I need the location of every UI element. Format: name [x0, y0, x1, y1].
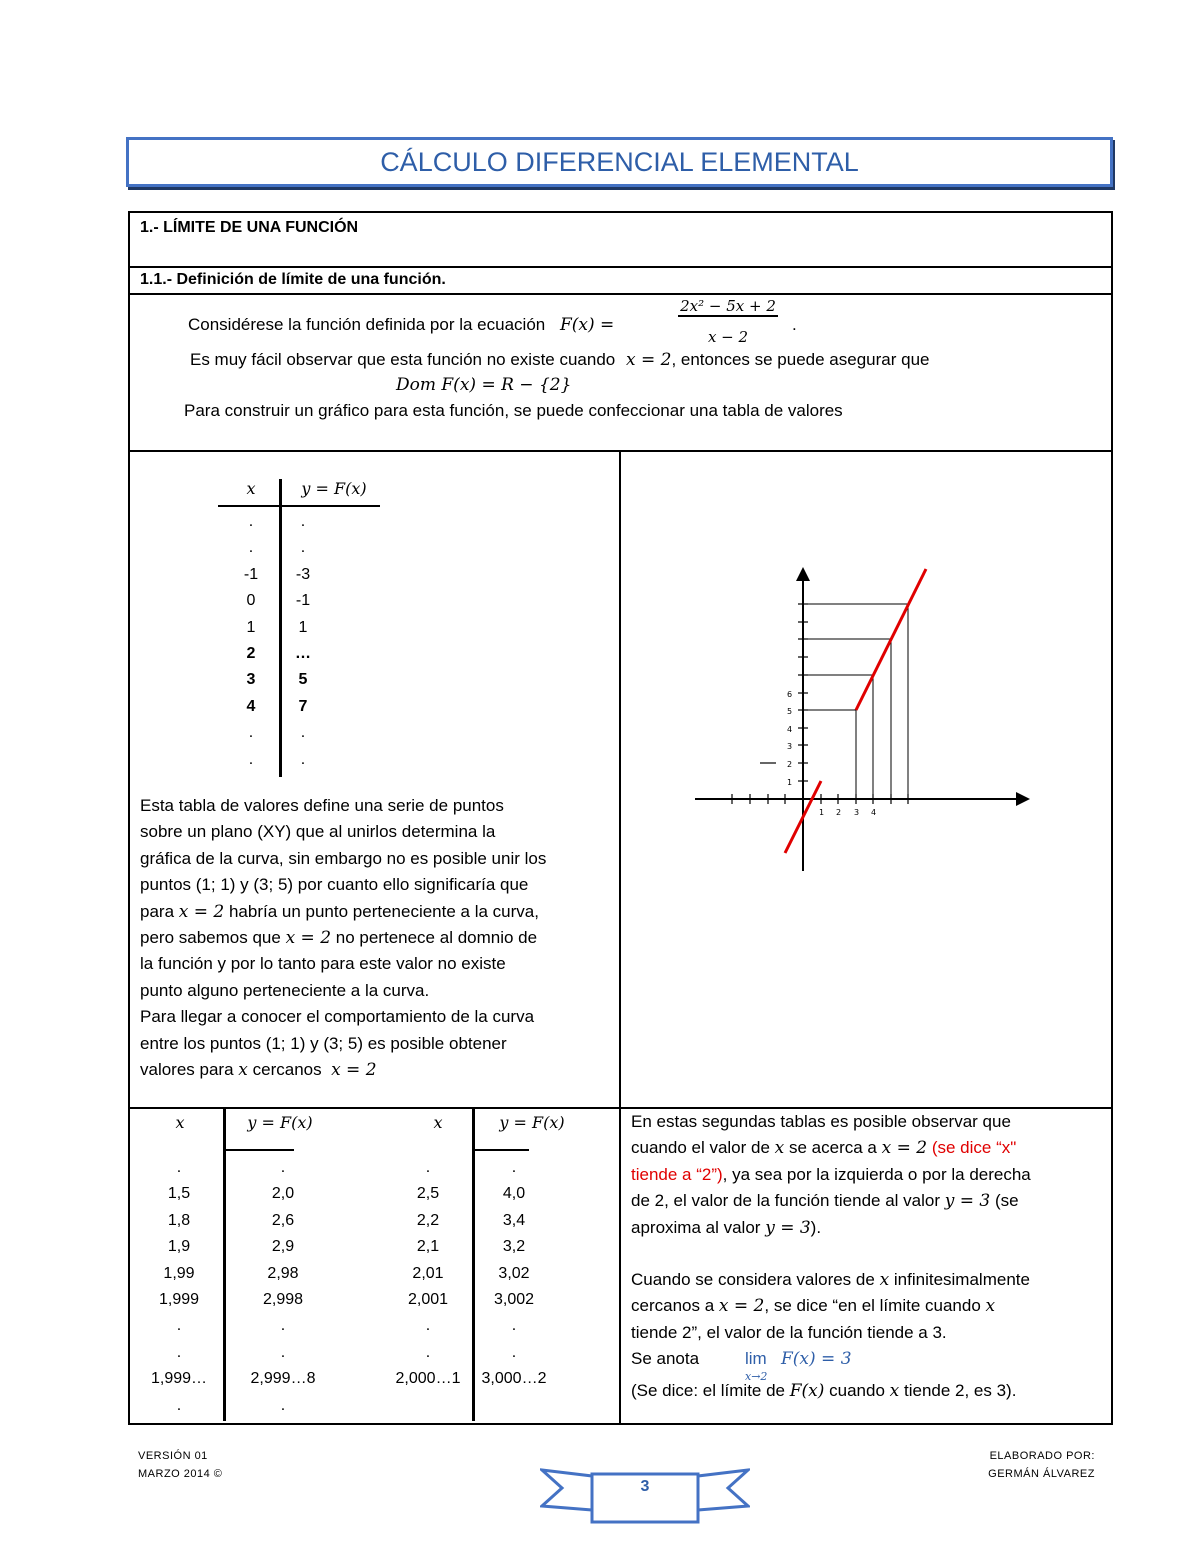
p2-math: x: [774, 1138, 785, 1159]
y-arrow: [796, 567, 810, 581]
table-cell-x: 1,99: [163, 1264, 195, 1282]
table-cell-x: 2: [246, 645, 256, 662]
intro-line-2: [190, 350, 929, 370]
p2-line: [631, 1188, 1106, 1214]
section-row-1: [130, 213, 1111, 268]
table-cell-y: .: [280, 1343, 286, 1361]
footer-by: ELABORADO POR:: [989, 1450, 1095, 1462]
x-tick-label: 4: [871, 808, 877, 817]
table-cell-y: 3,2: [502, 1238, 526, 1256]
table-cell-y: .: [280, 1396, 286, 1414]
table-cell-y: 1: [298, 618, 308, 636]
t2l-header-x: x: [175, 1113, 185, 1132]
p1-math: x: [238, 1060, 248, 1081]
table-1: [218, 479, 388, 779]
table-cell-x: -1: [243, 565, 259, 583]
p1-math: x = 2: [331, 1060, 377, 1081]
table-cell-y: 7: [298, 697, 308, 715]
x-arrow: [1016, 792, 1030, 806]
table-cell-x: 1,8: [167, 1211, 191, 1229]
table-cell-y: 2,0: [271, 1185, 295, 1203]
table-cell-y: .: [511, 1159, 517, 1176]
limit-label: lim: [745, 1349, 767, 1369]
table-cell-x: .: [425, 1343, 431, 1361]
table-cell-y: 3,4: [502, 1211, 526, 1229]
p2-text: , se dice “en el límite cuando: [764, 1296, 981, 1316]
footer-author: GERMÁN ÁLVAREZ: [988, 1468, 1095, 1480]
y-tick-label: 5: [787, 707, 793, 716]
table-cell-x: 2,000…1: [395, 1370, 461, 1388]
table-cell-x: 2,5: [416, 1185, 440, 1203]
p1-line: Esta tabla de valores define una serie de puntos: [140, 796, 504, 815]
y-tick-label: 6: [787, 690, 793, 699]
section-heading-1: 1.- LÍMITE DE UNA FUNCIÓN: [140, 219, 359, 236]
paragraph-2: [631, 1109, 1106, 1405]
x-tick-label: 3: [854, 808, 860, 817]
section-row-11: [130, 268, 1111, 295]
p2-text: de 2, el valor de la función tiende al valor: [631, 1191, 941, 1211]
domain-expression: Dom F(x) = R − {2}: [396, 375, 572, 395]
footer-left: [138, 1447, 222, 1483]
p2-line: [631, 1293, 1106, 1319]
p2-text: aproxima al valor: [631, 1217, 761, 1237]
p2-line: [631, 1135, 1106, 1161]
p2-line: [631, 1267, 1106, 1293]
t1-hline: [218, 505, 380, 507]
p1-text: cercanos: [252, 1060, 322, 1080]
table-cell-y: .: [280, 1317, 286, 1335]
table-cell-x: 1,999…: [150, 1370, 208, 1388]
fraction-numerator: 2x² − 5x + 2: [678, 297, 778, 317]
footer-version: VERSIÓN 01: [138, 1450, 208, 1462]
table-cell-y: -1: [295, 592, 311, 610]
p2-line: [631, 1162, 1106, 1188]
table-cell-y: .: [280, 1159, 286, 1176]
table-cell-y: 3,02: [498, 1264, 530, 1282]
p2-text: (Se dice: el límite de: [631, 1381, 786, 1401]
function-graph: [670, 553, 1050, 883]
p2-math: y = 3: [765, 1217, 811, 1238]
p1-text: habría un punto perteneciente a la curva,: [228, 901, 539, 921]
table-cell-y: 2,9: [271, 1238, 295, 1256]
t1-header-y: y = F(x): [301, 479, 367, 498]
content-frame: [128, 211, 1113, 1425]
t2r-header-x: x: [433, 1113, 443, 1132]
table-cell-y: …: [295, 645, 311, 662]
p2-text: infinitesimalmente: [893, 1270, 1030, 1290]
table-2-right: [370, 1109, 610, 1423]
table-cell-x: 1,999: [158, 1291, 200, 1308]
table-2-left: [130, 1109, 370, 1423]
p2-math: x: [889, 1381, 900, 1402]
p2-math: x = 2: [881, 1138, 928, 1159]
p2-text: , ya sea por la izquierda o por la derecha: [722, 1164, 1031, 1184]
p1-line: [140, 925, 610, 951]
table-cell-y: -3: [295, 565, 311, 583]
intro-line2-b: , entonces se puede asegurar que: [671, 350, 930, 369]
table-cell-y: .: [300, 724, 306, 742]
table-cell-y: 2,6: [271, 1211, 295, 1229]
table-cell-y: 2,98: [267, 1264, 299, 1282]
p1-line: [140, 899, 610, 925]
p2-text: tiende 2, es 3).: [903, 1381, 1017, 1401]
p2-math: F(x): [789, 1381, 825, 1402]
intro-line-4: Para construir un gráfico para esta función, se puede confeccionar una tabla de valores: [184, 401, 843, 420]
p2-line: [631, 1378, 1106, 1404]
middle-col-divider: [619, 452, 621, 1107]
p1-math: x = 2: [178, 901, 225, 922]
t2r-hline: [475, 1149, 529, 1151]
footer-right: [985, 1447, 1095, 1483]
p1-line: punto alguno perteneciente a la curva.: [140, 980, 430, 1000]
table-cell-x: 2,01: [412, 1264, 444, 1282]
p2-text: (se: [994, 1191, 1019, 1211]
y-tick-label: 1: [787, 778, 793, 787]
table-cell-x: 3: [246, 671, 256, 689]
limit-subscript: x→2: [745, 1370, 768, 1384]
table-cell-y: .: [300, 513, 306, 530]
p2-text: cuando el valor de: [631, 1138, 770, 1158]
table-cell-y: .: [300, 539, 306, 557]
bottom-col-divider: [619, 1109, 621, 1423]
p1-line: entre los puntos (1; 1) y (3; 5) es posible obtener: [140, 1033, 507, 1053]
intro-line2-math: x = 2: [625, 350, 672, 370]
table-cell-x: 2,1: [416, 1238, 440, 1256]
table-cell-x: 2,2: [416, 1211, 440, 1229]
p2-text: Se anota: [631, 1349, 700, 1369]
intro-line-1: [188, 315, 614, 335]
page-number: 3: [640, 1478, 650, 1495]
p1-line: sobre un plano (XY) que al unirlos determina la: [140, 822, 496, 842]
p2-text: cuando: [829, 1381, 885, 1401]
p2-red-text: tiende a “2”): [631, 1164, 723, 1184]
table-cell-x: .: [176, 1396, 182, 1414]
section-heading-11: 1.1.- Definición de límite de una función.: [140, 271, 446, 288]
p2-math: x = 2: [718, 1296, 765, 1317]
intro-fx: F(x) =: [559, 315, 615, 335]
p2-text: ).: [810, 1217, 822, 1237]
p2-math: x: [985, 1296, 996, 1317]
table-cell-y: .: [511, 1343, 517, 1361]
p1-text: valores para: [140, 1060, 234, 1080]
t1-header-x: x: [246, 479, 256, 498]
p2-line: En estas segundas tablas es posible observar que: [631, 1112, 1011, 1131]
limit-expression: F(x) = 3: [781, 1349, 852, 1370]
page-number-ribbon: [540, 1466, 750, 1530]
p1-line: Para llegar a conocer el comportamiento de la curva: [140, 1007, 535, 1027]
table-cell-x: 1,9: [167, 1238, 191, 1256]
table-cell-y: 2,998: [262, 1291, 304, 1308]
table-cell-x: .: [425, 1317, 431, 1335]
p1-line: la función y por lo tanto para este valor no existe: [140, 954, 506, 974]
p2-text: se acerca a: [789, 1138, 877, 1158]
p1-line: gráfica de la curva, sin embargo no es posible unir los: [140, 848, 547, 868]
p2-text: cercanos a: [631, 1296, 715, 1316]
p2-math: y = 3: [944, 1191, 991, 1212]
table-cell-x: .: [248, 750, 254, 768]
table-cell-y: 3,000…2: [481, 1370, 547, 1388]
table-cell-x: 1: [246, 618, 256, 636]
table-cell-y: 2,999…8: [250, 1370, 316, 1388]
intro-row: [130, 295, 1111, 452]
table-cell-y: .: [300, 750, 306, 768]
p1-line: [140, 1057, 610, 1083]
table-cell-y: 3,002: [493, 1291, 535, 1308]
p1-math: x = 2: [285, 928, 332, 949]
p2-line: tiende 2”, el valor de la función tiende a 3.: [631, 1322, 947, 1342]
table-cell-x: .: [176, 1159, 182, 1176]
footer-date: MARZO 2014 ©: [138, 1468, 223, 1480]
p1-text: no pertenece al domnio de: [335, 928, 538, 948]
intro-text: Considérese la función definida por la ecuación: [188, 315, 546, 334]
table-cell-x: .: [248, 513, 254, 530]
page-title: CÁLCULO DIFERENCIAL ELEMENTAL: [380, 147, 859, 177]
table-cell-x: .: [176, 1317, 182, 1335]
table-cell-x: .: [176, 1343, 182, 1361]
table-cell-x: .: [425, 1159, 431, 1176]
t2r-header-y: y = F(x): [499, 1113, 565, 1132]
t2l-hline: [226, 1149, 294, 1151]
table-cell-x: 1,5: [167, 1185, 191, 1203]
table-cell-x: .: [248, 539, 254, 557]
y-tick-label: 2: [787, 760, 793, 769]
table-cell-x: .: [248, 724, 254, 742]
table-cell-x: 0: [246, 592, 256, 610]
p2-text: Cuando se considera valores de: [631, 1270, 875, 1290]
t2l-header-y: y = F(x): [247, 1113, 313, 1132]
table-cell-x: 4: [246, 697, 256, 715]
table-cell-x: 2,001: [407, 1291, 449, 1308]
paragraph-1: [140, 793, 610, 1083]
table-cell-y: .: [511, 1317, 517, 1335]
p2-line: [631, 1215, 1106, 1241]
fraction-denominator: x − 2: [707, 328, 749, 346]
intro-period: .: [792, 315, 797, 334]
p1-text: pero sabemos que: [140, 928, 281, 948]
p1-text: para: [140, 901, 175, 921]
p1-line: puntos (1; 1) y (3; 5) por cuanto ello significaría que: [140, 875, 529, 895]
y-tick-label: 3: [787, 742, 793, 751]
table-cell-y: 5: [298, 671, 308, 689]
p2-math: x: [879, 1270, 890, 1291]
x-tick-label: 2: [836, 808, 842, 817]
title-box: [126, 137, 1113, 187]
intro-line2-a: Es muy fácil observar que esta función no existe cuando: [190, 350, 616, 369]
p2-line: [631, 1346, 1106, 1384]
p2-red-text: (se dice “x": [931, 1138, 1017, 1158]
y-tick-label: 4: [787, 725, 793, 734]
table-cell-y: 4,0: [502, 1185, 526, 1203]
x-tick-label: 1: [819, 808, 825, 817]
t1-vline: [279, 479, 282, 777]
